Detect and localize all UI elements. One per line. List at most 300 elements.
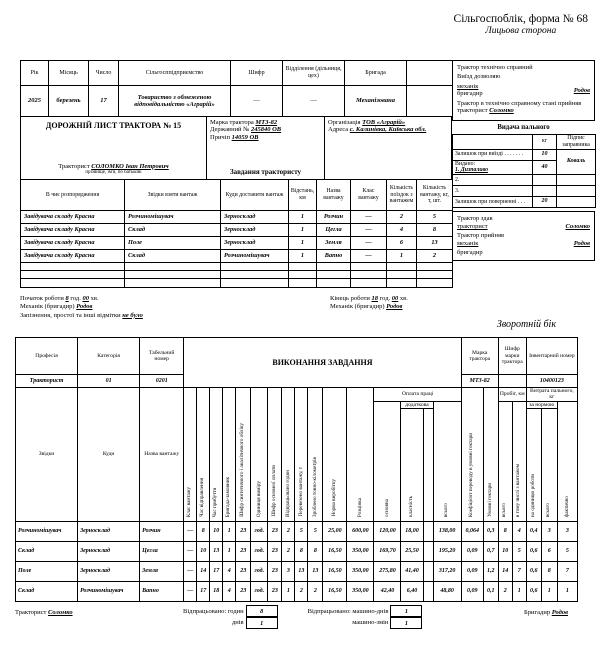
issued-item: 1. Дизпаливо: [455, 167, 488, 174]
table-cell: Цегла: [140, 542, 184, 562]
execution-title: ВИКОНАННЯ ЗАВДАННЯ: [184, 338, 461, 388]
col-customer-brigade: Бригада-замовник: [223, 388, 236, 522]
table-cell: [221, 263, 289, 271]
table-cell: 41,40: [401, 562, 423, 582]
col-depart-time: Час відправлення: [197, 388, 210, 522]
category-value: 01: [78, 375, 140, 388]
machine-days-group: [308, 605, 423, 629]
col-enterprise: Сільгосппідприємство: [119, 61, 231, 86]
org-label: Організація: [328, 119, 361, 126]
took-label: Трактор прийняв: [457, 231, 505, 239]
table-cell: 0,1: [483, 582, 498, 602]
day-value: 17: [89, 86, 119, 117]
stateno-value: 245840 ОВ: [250, 126, 282, 134]
table-cell: —: [184, 582, 197, 602]
fuel-return-row: [453, 196, 596, 207]
col-profession: Професія: [16, 338, 78, 375]
col-inventory-number: Інвентарний номер: [526, 338, 577, 375]
form-title: Сільгоспоблік, форма № 68: [453, 13, 588, 25]
col-cargo: Назва вантажу: [140, 388, 184, 522]
worked-hours-label: Відпрацьовано: годин: [183, 608, 244, 616]
fuel-row2-kg: [533, 174, 557, 185]
approval-box: [452, 60, 595, 121]
table-cell: [351, 271, 387, 279]
col-month: Місяць: [49, 61, 89, 86]
table-cell: 18,00: [401, 522, 423, 542]
fuel-out-kg: 10: [533, 149, 557, 160]
table-cell: 8: [295, 542, 308, 562]
trailer-line: [210, 134, 321, 141]
worked-hours-value: 8: [246, 605, 278, 617]
table-cell: [423, 542, 433, 562]
back-driver-label: Тракторист: [15, 609, 47, 617]
fuel-return-sign: [557, 196, 596, 207]
table-cell: Розчин: [140, 522, 184, 542]
table-cell: 2: [498, 582, 512, 602]
empty-row: [21, 279, 453, 287]
approver-signature: Родов: [573, 86, 590, 94]
table-row: [21, 211, 453, 224]
table-cell: [351, 263, 387, 271]
acceptor-signature: Соломко: [489, 107, 514, 115]
table-row: [16, 582, 578, 602]
brand-label: Марка трактора: [210, 119, 254, 126]
table-cell: 6: [541, 542, 557, 562]
issued-word: Видано:: [455, 160, 476, 167]
table-cell: Розчиномішувач: [125, 211, 221, 224]
end-line: [330, 295, 560, 302]
driver-label: Тракторист: [58, 162, 90, 170]
table-cell: [125, 279, 221, 287]
machine-shifts-label: машино-змін: [352, 619, 389, 627]
table-cell: 0,7: [483, 542, 498, 562]
table-cell: —: [351, 211, 387, 224]
fuel-row-2: [453, 174, 596, 185]
table-cell: [125, 271, 221, 279]
table-cell: 1: [289, 237, 317, 250]
table-cell: [221, 271, 289, 279]
table-cell: год.: [251, 522, 268, 542]
col-cargo-carried: Перевезено вантажу, т: [295, 388, 308, 522]
fuel-row2-label: 2.: [453, 174, 533, 185]
table-cell: Розчиномішувач: [78, 582, 140, 602]
fuel-issued-kg: 40: [533, 160, 557, 174]
table-cell: 6: [387, 237, 417, 250]
table-cell: 0,064: [461, 522, 483, 542]
waybill-header-section: [20, 117, 452, 180]
table-cell: 2: [308, 582, 323, 602]
tractor-stateno-line: [210, 126, 321, 133]
driver-line: [24, 163, 203, 170]
table-cell: 23: [236, 562, 251, 582]
table-cell: 5: [295, 522, 308, 542]
table-cell: 2: [295, 582, 308, 602]
table-cell: 16,50: [323, 542, 347, 562]
stateno-label: Державний №: [210, 126, 250, 134]
col-pay-main: основна: [374, 401, 401, 521]
delay-value: не було: [122, 311, 143, 319]
table-cell: 8: [308, 542, 323, 562]
table-row: [16, 542, 578, 562]
tractor-brand-value: МТЗ-82: [461, 375, 498, 388]
table-cell: 8: [541, 562, 557, 582]
col-cipher: Шифр: [231, 61, 283, 86]
trailer-label: Причіп: [210, 133, 230, 141]
table-cell: Вапно: [317, 250, 351, 263]
task-section-title: Завдання трактористу: [229, 167, 302, 176]
gave-row: [457, 223, 590, 230]
table-cell: 3: [282, 562, 295, 582]
col-group-pay: Оплата праці: [374, 388, 461, 402]
front-left-block: [20, 60, 452, 321]
enterprise-value: Товариство з обмеженою відповідальністю «Аграрій»: [119, 86, 231, 117]
table-cell: 16,50: [323, 582, 347, 602]
table-cell: 1: [223, 522, 236, 542]
table-cell: 0,09: [461, 542, 483, 562]
table-cell: год.: [251, 542, 268, 562]
table-cell: 13: [308, 562, 323, 582]
col-distance: Відстань, км: [289, 180, 317, 211]
table-cell: 10: [210, 522, 223, 542]
table-cell: 4: [387, 224, 417, 237]
table-cell: Завідувача складу Красна: [21, 250, 125, 263]
table-cell: 4: [223, 562, 236, 582]
task-header-row: [21, 180, 453, 211]
col-cargo-class: Клас вантажу: [184, 388, 197, 522]
table-cell: [387, 279, 417, 287]
table-cell: [125, 263, 221, 271]
col-mileage-loaded: в тому числі з вантажем: [512, 401, 526, 521]
table-cell: —: [184, 522, 197, 542]
back-column-header-row-1: [16, 388, 578, 402]
table-cell: Цегла: [317, 224, 351, 237]
col-brigade: Бригада: [345, 61, 407, 86]
col-cargo-class: Клас вантажу: [351, 180, 387, 211]
table-cell: 4: [512, 522, 526, 542]
worked-hours-group: [183, 605, 278, 629]
fuel-row3-label: 3.: [453, 185, 533, 196]
table-cell: 0,4: [526, 522, 541, 542]
machine-days-labels: [308, 606, 389, 628]
start-min: 00: [82, 294, 89, 302]
col-division: Відділення (дільниця, цех): [283, 61, 345, 86]
min-word1: хв.: [90, 294, 99, 302]
execution-table-body: [16, 522, 578, 602]
table-cell: 1: [289, 211, 317, 224]
table-cell: Зерносклад: [221, 237, 289, 250]
brand-code-value: [498, 375, 526, 388]
table-cell: 195,20: [433, 542, 461, 562]
col-fuel-by-norm: за нормою: [526, 401, 557, 408]
table-cell: Зерносклад: [78, 562, 140, 582]
mech-name2: Родов: [386, 303, 403, 311]
table-cell: 0,09: [461, 582, 483, 602]
table-cell: —: [351, 224, 387, 237]
table-cell: [317, 263, 351, 271]
waybill-title-cell: [21, 117, 207, 179]
mech-label1: Механік (бригадир): [20, 303, 75, 311]
accept-line: [457, 100, 590, 115]
brigade-value: Механізована: [345, 86, 407, 117]
machine-days-label: Відпрацьовано: машино-днів: [307, 608, 389, 616]
table-cell: 23: [268, 582, 282, 602]
worked-days-label: днів: [231, 619, 244, 627]
table-cell: 48,80: [433, 582, 461, 602]
col-ton-km: Зроблено тонно-кілометрів: [308, 388, 323, 522]
table-cell: 169,70: [374, 542, 401, 562]
took-row: [457, 240, 590, 247]
table-cell: 1: [557, 582, 577, 602]
table-cell: 7: [557, 562, 577, 582]
addr-value: с. Калинівка, Київська обл.: [349, 126, 427, 134]
table-cell: 275,80: [374, 562, 401, 582]
worked-days-value: 1: [246, 617, 278, 629]
table-cell: 1: [289, 224, 317, 237]
worked-hours-labels: [183, 606, 244, 628]
table-cell: 0,09: [461, 562, 483, 582]
fuel-row-3: [453, 185, 596, 196]
table-cell: 1: [289, 250, 317, 263]
table-cell: [423, 562, 433, 582]
table-cell: [417, 279, 453, 287]
mechanic-line2: [330, 303, 560, 310]
fuel-return-label: Залишок при поверненні . . .: [453, 196, 533, 207]
col-year: Рік: [21, 61, 49, 86]
handover-box: [452, 211, 595, 261]
table-cell: Зерносклад: [221, 224, 289, 237]
col-pay-code: Шифр основної оплати: [268, 388, 282, 522]
brand-value: МТЗ-82: [255, 119, 278, 126]
brigadier-line: [524, 605, 568, 616]
table-cell: 10: [498, 542, 512, 562]
col-conditional-ha: Умовні гектари: [483, 388, 498, 522]
table-cell: 1: [282, 582, 295, 602]
table-cell: Зерносклад: [221, 211, 289, 224]
cipher-value: —: [231, 86, 283, 117]
delay-label: Запізнення, простої та інші відмітки: [20, 311, 121, 319]
table-cell: 1: [512, 582, 526, 602]
tractor-ok-line: Трактор технічно справний: [457, 64, 533, 71]
start-line: [20, 295, 330, 302]
table-cell: 25,50: [401, 542, 423, 562]
info-table: [20, 60, 453, 117]
task-table: [20, 179, 453, 288]
col-group-fuel: Витрата пального, кг: [526, 388, 577, 402]
table-row: [21, 224, 453, 237]
table-cell: 23: [236, 522, 251, 542]
machine-days-values: [390, 605, 422, 629]
col-tab-number: Табельний номер: [140, 338, 184, 375]
table-cell: 1: [541, 582, 557, 602]
hour-word2: год.: [379, 294, 391, 302]
col-fuel-norm-total: всього: [541, 409, 557, 522]
col-fuel-actual: фактично: [557, 401, 577, 521]
took-role-brigadier: бригадир: [457, 248, 483, 256]
fuel-return-kg: 20: [533, 196, 557, 207]
table-cell: 0,6: [526, 542, 541, 562]
front-side: [20, 60, 595, 321]
table-cell: [289, 263, 317, 271]
mech-name1: Родов: [76, 303, 93, 311]
col-group-mileage: Пробіг, км: [498, 388, 526, 402]
machine-shifts-value: 1: [390, 617, 422, 629]
table-cell: 350,00: [347, 562, 374, 582]
driver-name: СОЛОМКО Іван Петрович: [91, 162, 169, 170]
col-day: Число: [89, 61, 119, 86]
col-deliver-to: Куди доставити вантаж: [221, 180, 289, 211]
col-output-norm: Норма виробітку: [323, 388, 347, 522]
table-cell: —: [184, 542, 197, 562]
table-cell: —: [351, 250, 387, 263]
table-cell: 23: [268, 542, 282, 562]
table-cell: Поле: [125, 237, 221, 250]
table-cell: 8: [498, 522, 512, 542]
table-cell: [221, 279, 289, 287]
col-pay-additional: додаткова: [401, 401, 433, 408]
col-mileage-total: всього: [498, 401, 512, 521]
back-driver-signature: Соломко: [48, 609, 73, 617]
table-cell: [417, 271, 453, 279]
col-to: Куди: [78, 388, 140, 522]
table-cell: 3: [541, 522, 557, 542]
notes-left: [20, 295, 330, 320]
table-cell: 5: [512, 542, 526, 562]
table-cell: 13: [417, 237, 453, 250]
table-cell: 17: [210, 562, 223, 582]
addr-label: Адреса: [328, 126, 349, 134]
fuel-out-row: [453, 149, 596, 160]
table-cell: 350,00: [347, 582, 374, 602]
fuel-issued-label: [453, 160, 533, 174]
fuel-row3-kg: [533, 185, 557, 196]
table-cell: 2: [387, 211, 417, 224]
worked-hours-values: [246, 605, 278, 629]
table-cell: [351, 279, 387, 287]
back-footer: [15, 605, 578, 629]
table-cell: 0,3: [483, 522, 498, 542]
brigadier-signature: Родов: [551, 609, 568, 617]
table-cell: [21, 271, 125, 279]
table-cell: 600,00: [347, 522, 374, 542]
col-fuel-per-unit: на одиницю роботи: [526, 409, 541, 522]
table-cell: 17: [197, 582, 210, 602]
mech-label2: Механік (бригадир): [330, 303, 385, 311]
table-cell: 1,2: [483, 562, 498, 582]
tractor-brand-line: [210, 119, 321, 126]
notes-right: [330, 295, 560, 320]
table-cell: 14: [498, 562, 512, 582]
fuel-kg-col: кг: [533, 134, 557, 149]
col-trips: Кількість поїздок з вантажем: [387, 180, 417, 211]
back-side: [15, 337, 593, 629]
table-cell: 18: [210, 582, 223, 602]
table-cell: 2: [282, 522, 295, 542]
min-word2: хв.: [399, 294, 408, 302]
table-cell: [423, 522, 433, 542]
col-conversion-coef: Коефіцієнт переводу в умовні гектари: [461, 388, 483, 522]
table-cell: 1: [223, 542, 236, 562]
col-rate: Розцінка: [347, 388, 374, 522]
info-header-row: [21, 61, 453, 86]
division-value: —: [283, 86, 345, 117]
table-cell: 3: [557, 522, 577, 542]
accept-text: Трактор в технічно справному стані прийняв тракторист: [457, 99, 582, 115]
table-cell: 10: [197, 542, 210, 562]
table-cell: Зерносклад: [78, 542, 140, 562]
table-cell: [317, 279, 351, 287]
inventory-number-value: 10400123: [526, 375, 577, 388]
table-cell: 8: [417, 224, 453, 237]
table-cell: Поле: [16, 562, 78, 582]
org-value: ТОВ «Аграрій»: [362, 119, 406, 126]
allow-line: Виїзд дозволяю: [457, 73, 501, 81]
tab-number-value: 0201: [140, 375, 184, 388]
table-cell: 138,00: [433, 522, 461, 542]
execution-table: [15, 337, 578, 602]
table-cell: 42,40: [374, 582, 401, 602]
table-cell: [417, 263, 453, 271]
end-label: Кінець роботи: [330, 294, 370, 302]
gave-role: тракторист: [457, 223, 488, 231]
table-cell: 13: [295, 562, 308, 582]
approver-row: [457, 83, 590, 98]
addr-line: [328, 126, 448, 133]
table-cell: Завідувача складу Красна: [21, 211, 125, 224]
start-hour: 8: [65, 294, 69, 302]
fueler-signature: Коваль: [557, 149, 596, 174]
task-table-body: [21, 211, 453, 288]
empty-row: [21, 271, 453, 279]
table-cell: [387, 263, 417, 271]
work-time-notes: [20, 295, 595, 321]
col-cargo-name: Назва вантажу: [317, 180, 351, 211]
year-value: 2025: [21, 86, 49, 117]
table-cell: 350,00: [347, 542, 374, 562]
table-cell: 13: [210, 542, 223, 562]
back-side-label: Зворотній бік: [496, 319, 556, 330]
table-cell: Зерносклад: [78, 522, 140, 542]
table-cell: 4: [223, 582, 236, 602]
brigadier-label: Бригадир: [524, 609, 551, 617]
front-right-block: [452, 60, 595, 261]
col-assigned-to: В чиє розпорядження: [21, 180, 125, 211]
table-cell: 120,00: [374, 522, 401, 542]
org-line: [328, 119, 448, 126]
table-cell: [423, 582, 433, 602]
table-row: [21, 250, 453, 263]
col-unit: Одиниця виміру: [251, 388, 268, 522]
trailer-value: 14059 ОВ: [231, 133, 259, 141]
table-cell: Склад: [125, 250, 221, 263]
table-cell: [21, 279, 125, 287]
table-cell: Завідувача складу Красна: [21, 237, 125, 250]
col-tractor-brand: Марка трактора: [461, 338, 498, 375]
table-cell: Розчиномішувач: [16, 522, 78, 542]
table-cell: 2: [282, 542, 295, 562]
machine-days-value: 1: [390, 605, 422, 617]
table-cell: Вапно: [140, 582, 184, 602]
col-account-code: Шифр синтетичного і аналітичного обліку: [236, 388, 251, 522]
col-pay-additional-extra: [423, 409, 433, 522]
table-cell: 1: [387, 250, 417, 263]
mechanic-line1: [20, 303, 330, 310]
back-driver-line: [15, 605, 183, 616]
took-signature: Родов: [573, 240, 590, 248]
table-cell: год.: [251, 562, 268, 582]
tractor-info-cell: [207, 117, 325, 179]
table-cell: 2: [417, 250, 453, 263]
table-cell: 0,6: [526, 562, 541, 582]
